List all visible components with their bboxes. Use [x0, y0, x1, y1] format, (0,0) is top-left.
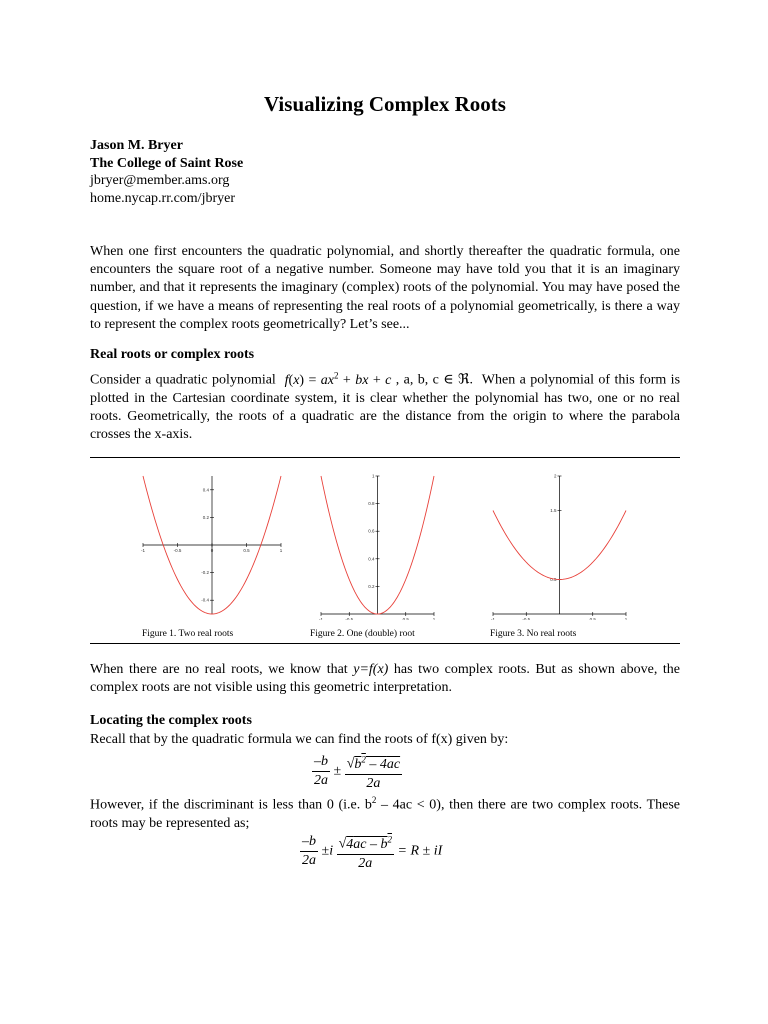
y-tick-label: 0.2: [368, 583, 375, 589]
real-roots-rest-text: When a polynomial of this form is plotted in the Cartesian coordinate system, it is clear whether the polynomial has two, one or no real roots. Geometrically, the roots of a quadratic are the distance from the origin to where the parabola crosses the x-axis.: [90, 372, 681, 443]
x-tick-label: 0.5: [402, 617, 409, 620]
intro-paragraph: When one first encounters the quadratic polynomial, and shortly thereafter the quadratic formula, one encounters the square root of a negative number. Someone may have told you that it is an imaginary number, and that it represents the imaginary (complex) roots of the polynomial. You may have posed the question, if we have a means of representing the real roots of a polynomial geometrically, is there a way to represent the complex roots geometrically? Let’s see...: [90, 244, 680, 332]
section-heading-real-roots: Real roots or complex roots: [90, 347, 255, 362]
x-tick-label: 0.5: [589, 617, 596, 620]
y-tick-label: 0.8: [368, 501, 375, 507]
author-institution: The College of Saint Rose: [90, 155, 244, 171]
real-set-text: , a, b, c ∈ ℜ.: [395, 372, 473, 388]
x-tick-label: 1: [432, 617, 436, 620]
real-roots-intro-text: Consider a quadratic polynomial: [90, 372, 276, 388]
author-block: [90, 137, 243, 207]
y-tick-label: 0.2: [202, 514, 209, 520]
y-tick-label: 1: [371, 473, 375, 479]
y-tick-label: -0.2: [201, 570, 209, 576]
section-heading-locating: Locating the complex roots: [90, 713, 252, 728]
discriminant-paragraph: However, if the discriminant is less than 0 (i.e. $b^2 - 4ac < 0$), then there are two complex roots. These roots may be represented as;: [90, 795, 680, 831]
x-tick-label: 0.5: [243, 548, 250, 553]
y-tick-label: -0.4: [201, 597, 209, 603]
discriminant-text-b: – 4ac < 0), then there are two complex roots. These roots may be represented as;: [90, 797, 680, 831]
figure-3-caption: Figure 3. No real roots: [490, 629, 577, 639]
no-real-roots-text-a: When there are no real roots, we know that: [90, 662, 348, 677]
real-roots-paragraph: [90, 366, 680, 444]
paper-title: Visualizing Complex Roots: [264, 92, 506, 116]
x-tick-label: 1: [624, 617, 628, 620]
y-tick-label: 2: [553, 473, 557, 479]
complex-roots-equation: $\frac{-b}{2a}$ ±i $\frac{√4ac - b^2}{2a}$ = R ± iI: [300, 830, 442, 873]
author-email[interactable]: jbryer@member.ams.org: [90, 173, 230, 188]
author-name: Jason M. Bryer: [90, 138, 183, 153]
figure-3-plot: [487, 470, 632, 620]
quadratic-formula-intro: Recall that by the quadratic formula we can find the roots of f(x) given by:: [90, 732, 509, 747]
figure-2-caption: Figure 2. One (double) root: [310, 629, 415, 639]
x-tick-label: 1: [279, 548, 283, 553]
figure-1-plot: [137, 470, 287, 620]
x-tick-label: -1: [490, 617, 496, 620]
x-tick-label: -0.5: [522, 617, 531, 620]
x-tick-label: 0: [210, 548, 214, 553]
no-real-roots-paragraph: [90, 661, 680, 697]
figure-bottom-rule: [90, 643, 680, 644]
figure-1-caption: Figure 1. Two real roots: [142, 629, 234, 639]
x-tick-label: -0.5: [345, 617, 354, 620]
author-website[interactable]: home.nycap.rr.com/jbryer: [90, 190, 236, 206]
quadratic-formula-equation: $\frac{-b}{2a}$ ± $\frac{√b^2 - 4ac}{2a}$: [312, 750, 402, 793]
y-tick-label: 0.4: [202, 487, 209, 493]
y-tick-label: 1.5: [550, 508, 557, 513]
no-real-roots-text-b: has two complex roots. But as shown above, the complex roots are not visible using this geometric interpretation.: [90, 662, 681, 696]
discriminant-text-a: However, if the discriminant is less than 0 (i.e. b: [90, 797, 372, 813]
y-tick-label: 0.4: [368, 556, 375, 562]
x-tick-label: -1: [318, 617, 324, 620]
inline-function: y=f(x): [353, 662, 389, 677]
y-tick-label: 0.6: [368, 528, 375, 534]
figure-2-plot: [315, 470, 440, 620]
figure-top-rule: [90, 457, 680, 458]
x-tick-label: -0.5: [173, 548, 182, 553]
x-tick-label: -1: [140, 548, 146, 553]
y-tick-label: 0.5: [550, 577, 557, 582]
polynomial-formula: $f(x) = ax^2$ + bx + c: [284, 370, 392, 388]
